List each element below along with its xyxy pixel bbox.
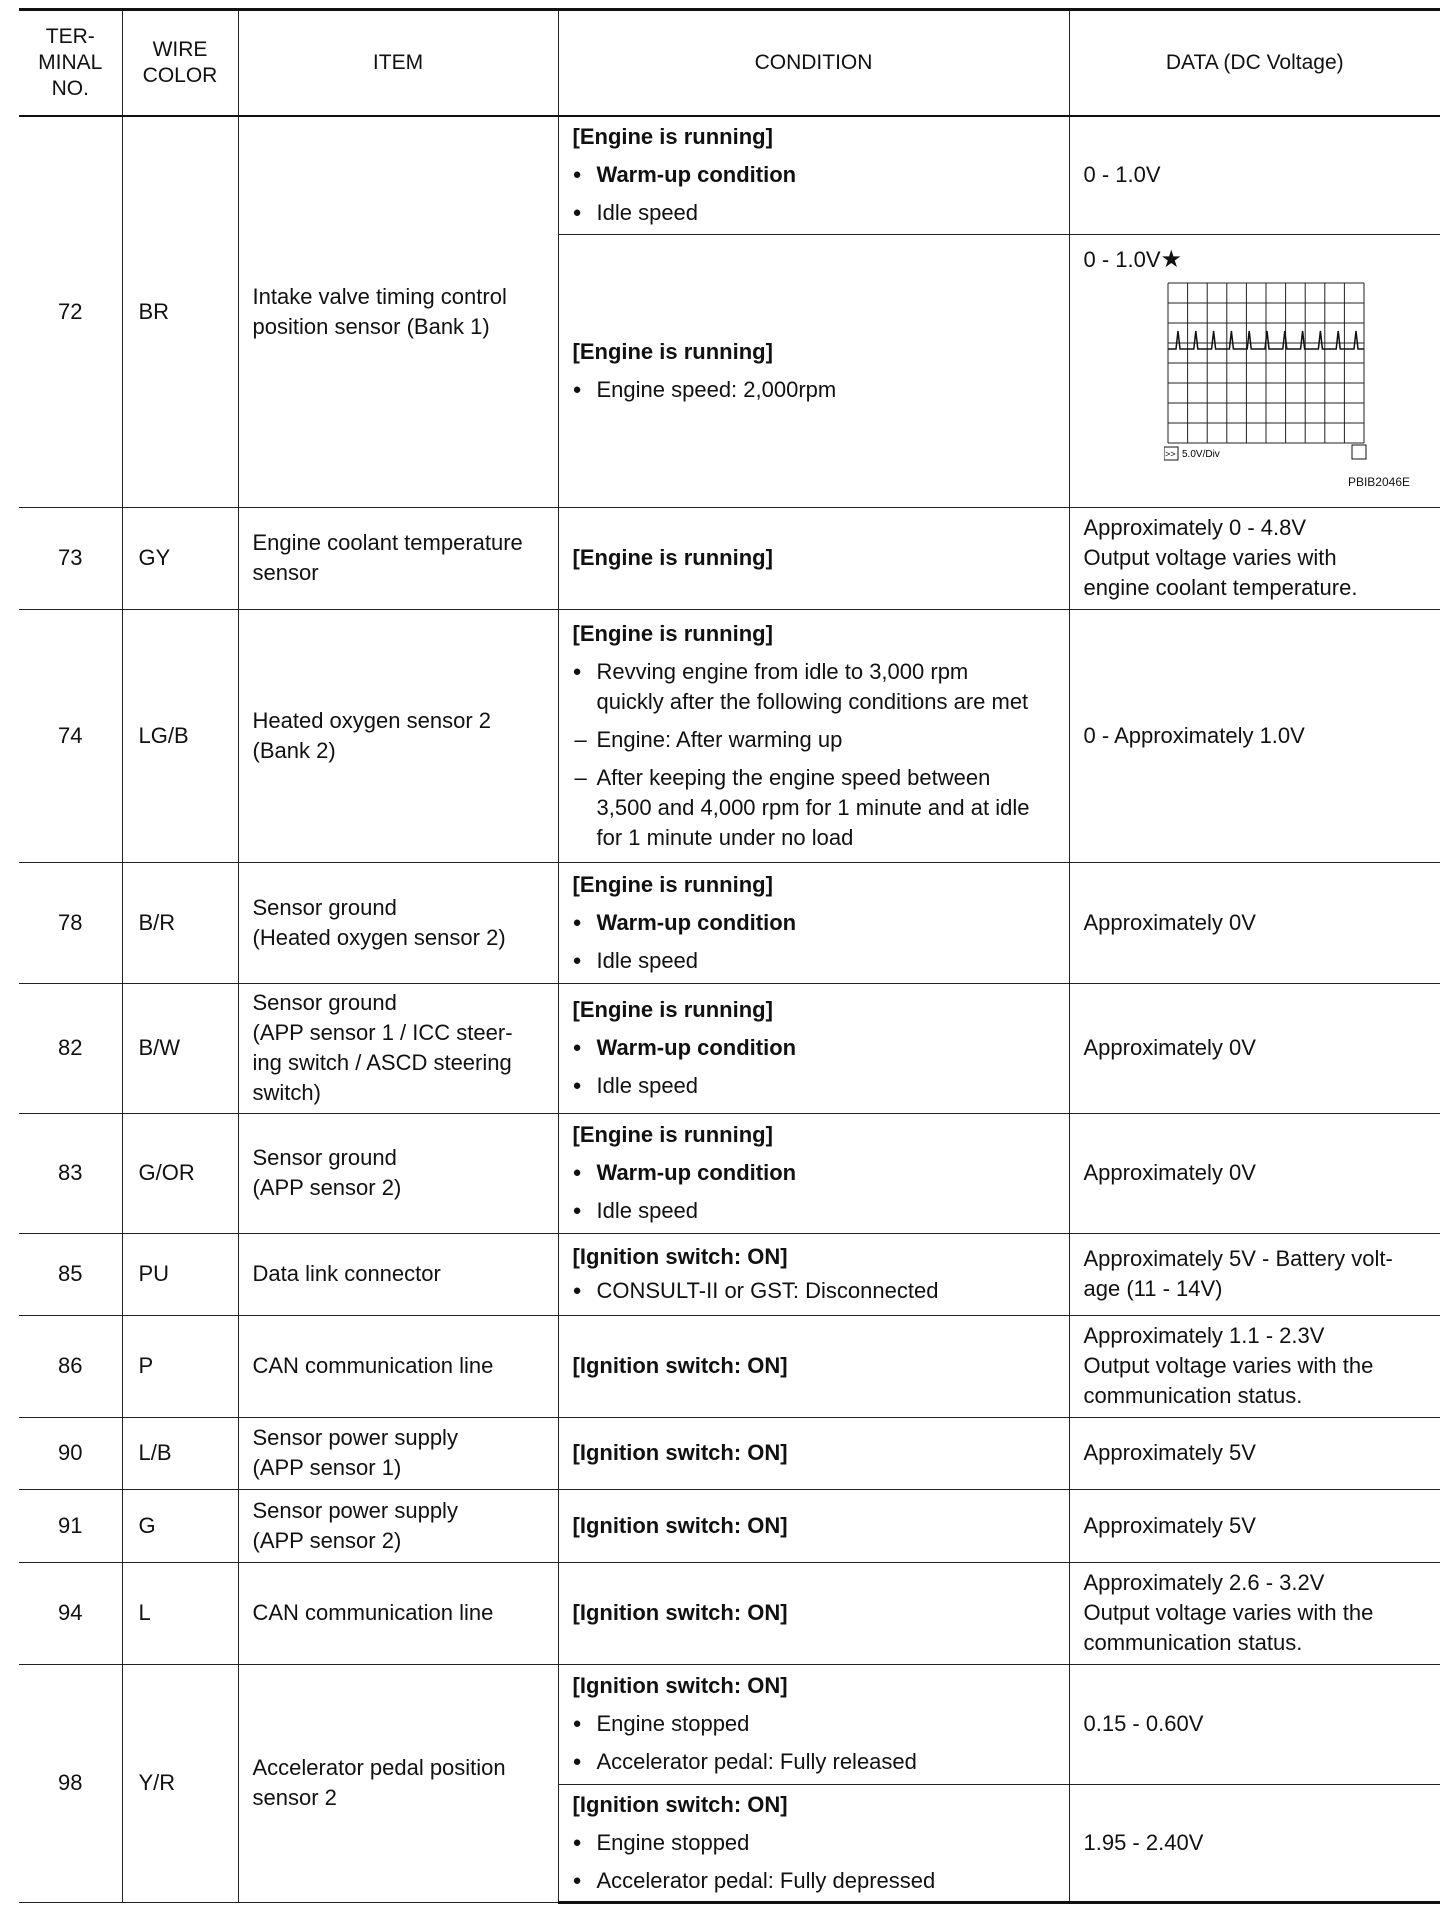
data-value: Approximately 0 - 4.8V Output voltage varies with engine coolant temperature. (1069, 507, 1440, 609)
data-value: 0 - 1.0V★ (1083, 245, 1183, 273)
data-value: 0.15 - 0.60V (1069, 1664, 1440, 1784)
item-text: Intake valve timing control position sensor (Bank 1) (238, 116, 558, 507)
header-row (19, 10, 1440, 117)
wire-color: B/W (122, 983, 238, 1113)
data-value: 0 - 1.0V (1069, 116, 1440, 234)
item-text: Sensor power supply (APP sensor 1) (238, 1417, 558, 1489)
data-value: Approximately 5V - Battery volt- age (11 - 14V) (1069, 1233, 1440, 1315)
terminal-number: 78 (19, 862, 122, 983)
condition-dash-item: – Engine: After warming up (573, 725, 1055, 755)
condition-bullet: ● Engine stopped (573, 1709, 1055, 1739)
condition-heading: [Engine is running] (572, 338, 773, 364)
data-value: Approximately 0V (1069, 1113, 1440, 1233)
condition-heading: [Ignition switch: ON] (572, 1791, 788, 1817)
waveform-trace (1168, 331, 1364, 349)
condition-bullet: ● CONSULT-II or GST: Disconnected (573, 1276, 1055, 1306)
scope-grid (1168, 283, 1364, 443)
condition-bullet: ● Warm-up condition (573, 160, 1055, 190)
wire-color: Y/R (122, 1664, 238, 1902)
table-row (19, 1417, 1440, 1489)
condition-heading: [Engine is running] (572, 1122, 773, 1147)
data-with-waveform (1069, 234, 1440, 507)
wire-color: G/OR (122, 1113, 238, 1233)
terminal-number: 74 (19, 609, 122, 862)
terminal-number: 90 (19, 1417, 122, 1489)
condition-cell (558, 609, 1069, 862)
condition-heading: [Ignition switch: ON] (572, 1353, 788, 1378)
condition-cell (558, 1489, 1069, 1562)
item-text: Data link connector (238, 1233, 558, 1315)
header-wire-color: WIRE COLOR (122, 10, 238, 117)
wire-color: PU (122, 1233, 238, 1315)
wire-color: GY (122, 507, 238, 609)
condition-heading: [Ignition switch: ON] (572, 1673, 788, 1698)
condition-cell (558, 1664, 1069, 1784)
condition-cell (558, 234, 1069, 507)
data-value: Approximately 5V (1069, 1417, 1440, 1489)
condition-cell (558, 1233, 1069, 1315)
header-terminal: TER- MINAL NO. (19, 10, 122, 117)
condition-cell (558, 983, 1069, 1113)
table-row (19, 1233, 1440, 1315)
table-row (19, 862, 1440, 983)
table-row (19, 1562, 1440, 1664)
condition-bullet: ● Idle speed (573, 1196, 1055, 1226)
condition-bullet: ● Accelerator pedal: Fully released (573, 1747, 1055, 1777)
wire-color: BR (122, 116, 238, 507)
item-text: Sensor ground (Heated oxygen sensor 2) (238, 862, 558, 983)
condition-cell (558, 1562, 1069, 1664)
terminal-number: 98 (19, 1664, 122, 1902)
terminal-number: 73 (19, 507, 122, 609)
wire-color: L/B (122, 1417, 238, 1489)
wire-color: B/R (122, 862, 238, 983)
terminal-number: 72 (19, 116, 122, 507)
data-value: 0 - Approximately 1.0V (1069, 609, 1440, 862)
condition-bullet: ● Warm-up condition (573, 1033, 1055, 1063)
condition-bullet: ● Revving engine from idle to 3,000 rpm quickly after the following conditions are met (573, 657, 1055, 717)
data-value: 1.95 - 2.40V (1069, 1784, 1440, 1902)
item-text: Accelerator pedal position sensor 2 (238, 1664, 558, 1902)
table-row (19, 609, 1440, 862)
item-text: Engine coolant temperature sensor (238, 507, 558, 609)
condition-heading: [Ignition switch: ON] (572, 1512, 788, 1538)
terminal-number: 86 (19, 1315, 122, 1417)
item-text: Sensor power supply (APP sensor 2) (238, 1489, 558, 1562)
table-row (19, 116, 1440, 234)
waveform-graph (1164, 279, 1369, 465)
star-icon: ★ (1160, 245, 1183, 273)
terminal-number: 85 (19, 1233, 122, 1315)
condition-bullet: ● Engine stopped (573, 1828, 1055, 1858)
condition-cell (558, 116, 1069, 234)
terminal-number: 94 (19, 1562, 122, 1664)
table-row (19, 1489, 1440, 1562)
terminal-data-table (19, 8, 1440, 1904)
condition-cell (558, 1315, 1069, 1417)
scope-corner-box (1352, 445, 1366, 459)
wire-color: P (122, 1315, 238, 1417)
condition-heading: [Engine is running] (572, 997, 773, 1022)
condition-bullet: ● Idle speed (573, 198, 1055, 228)
header-item: ITEM (238, 10, 558, 117)
table-row (19, 1315, 1440, 1417)
terminal-number: 83 (19, 1113, 122, 1233)
table-row (19, 983, 1440, 1113)
condition-heading: [Engine is running] (572, 620, 773, 646)
terminal-number: 82 (19, 983, 122, 1113)
condition-cell (558, 1113, 1069, 1233)
condition-bullet: ● Warm-up condition (573, 908, 1055, 938)
wire-color: G (122, 1489, 238, 1562)
data-value: Approximately 0V (1069, 862, 1440, 983)
table-row (19, 507, 1440, 609)
item-text: Heated oxygen sensor 2 (Bank 2) (238, 609, 558, 862)
condition-bullet: ● Idle speed (573, 946, 1055, 976)
oscilloscope-figure (1164, 279, 1369, 465)
scope-arrow-icon: >> (1164, 448, 1176, 459)
wire-color: L (122, 1562, 238, 1664)
condition-heading: [Ignition switch: ON] (572, 1440, 788, 1465)
item-text: CAN communication line (238, 1562, 558, 1664)
terminal-number: 91 (19, 1489, 122, 1562)
wire-color: LG/B (122, 609, 238, 862)
condition-cell (558, 1784, 1069, 1902)
item-text: CAN communication line (238, 1315, 558, 1417)
condition-dash-item: – After keeping the engine speed between 3,500 and 4,000 rpm for 1 minute and at idle for 1 minute under no load (573, 763, 1055, 853)
data-value: Approximately 2.6 - 3.2V Output voltage varies with the communication status. (1069, 1562, 1440, 1664)
header-condition: CONDITION (558, 10, 1069, 117)
header-data: DATA (DC Voltage) (1069, 10, 1440, 117)
data-value: Approximately 0V (1069, 983, 1440, 1113)
condition-cell (558, 507, 1069, 609)
table-row (19, 1113, 1440, 1233)
condition-bullet: ● Engine speed: 2,000rpm (573, 375, 1055, 405)
condition-heading: [Ignition switch: ON] (572, 1600, 788, 1625)
condition-bullet: ● Accelerator pedal: Fully depressed (573, 1866, 1055, 1896)
condition-heading: [Engine is running] (572, 545, 773, 570)
item-text: Sensor ground (APP sensor 2) (238, 1113, 558, 1233)
condition-bullet: ● Idle speed (573, 1071, 1055, 1101)
scope-scale-label: 5.0V/Div (1181, 448, 1220, 460)
data-value: Approximately 5V (1069, 1489, 1440, 1562)
figure-id: PBIB2046E (1347, 474, 1410, 489)
condition-cell (558, 862, 1069, 983)
item-text: Sensor ground (APP sensor 1 / ICC steer- ing switch / ASCD steering switch) (238, 983, 558, 1113)
condition-heading: [Ignition switch: ON] (572, 1244, 788, 1269)
condition-heading: [Engine is running] (572, 124, 773, 150)
condition-bullet: ● Warm-up condition (573, 1158, 1055, 1188)
table-row (19, 1664, 1440, 1784)
data-value: Approximately 1.1 - 2.3V Output voltage varies with the communication status. (1069, 1315, 1440, 1417)
condition-cell (558, 1417, 1069, 1489)
condition-heading: [Engine is running] (572, 871, 773, 897)
